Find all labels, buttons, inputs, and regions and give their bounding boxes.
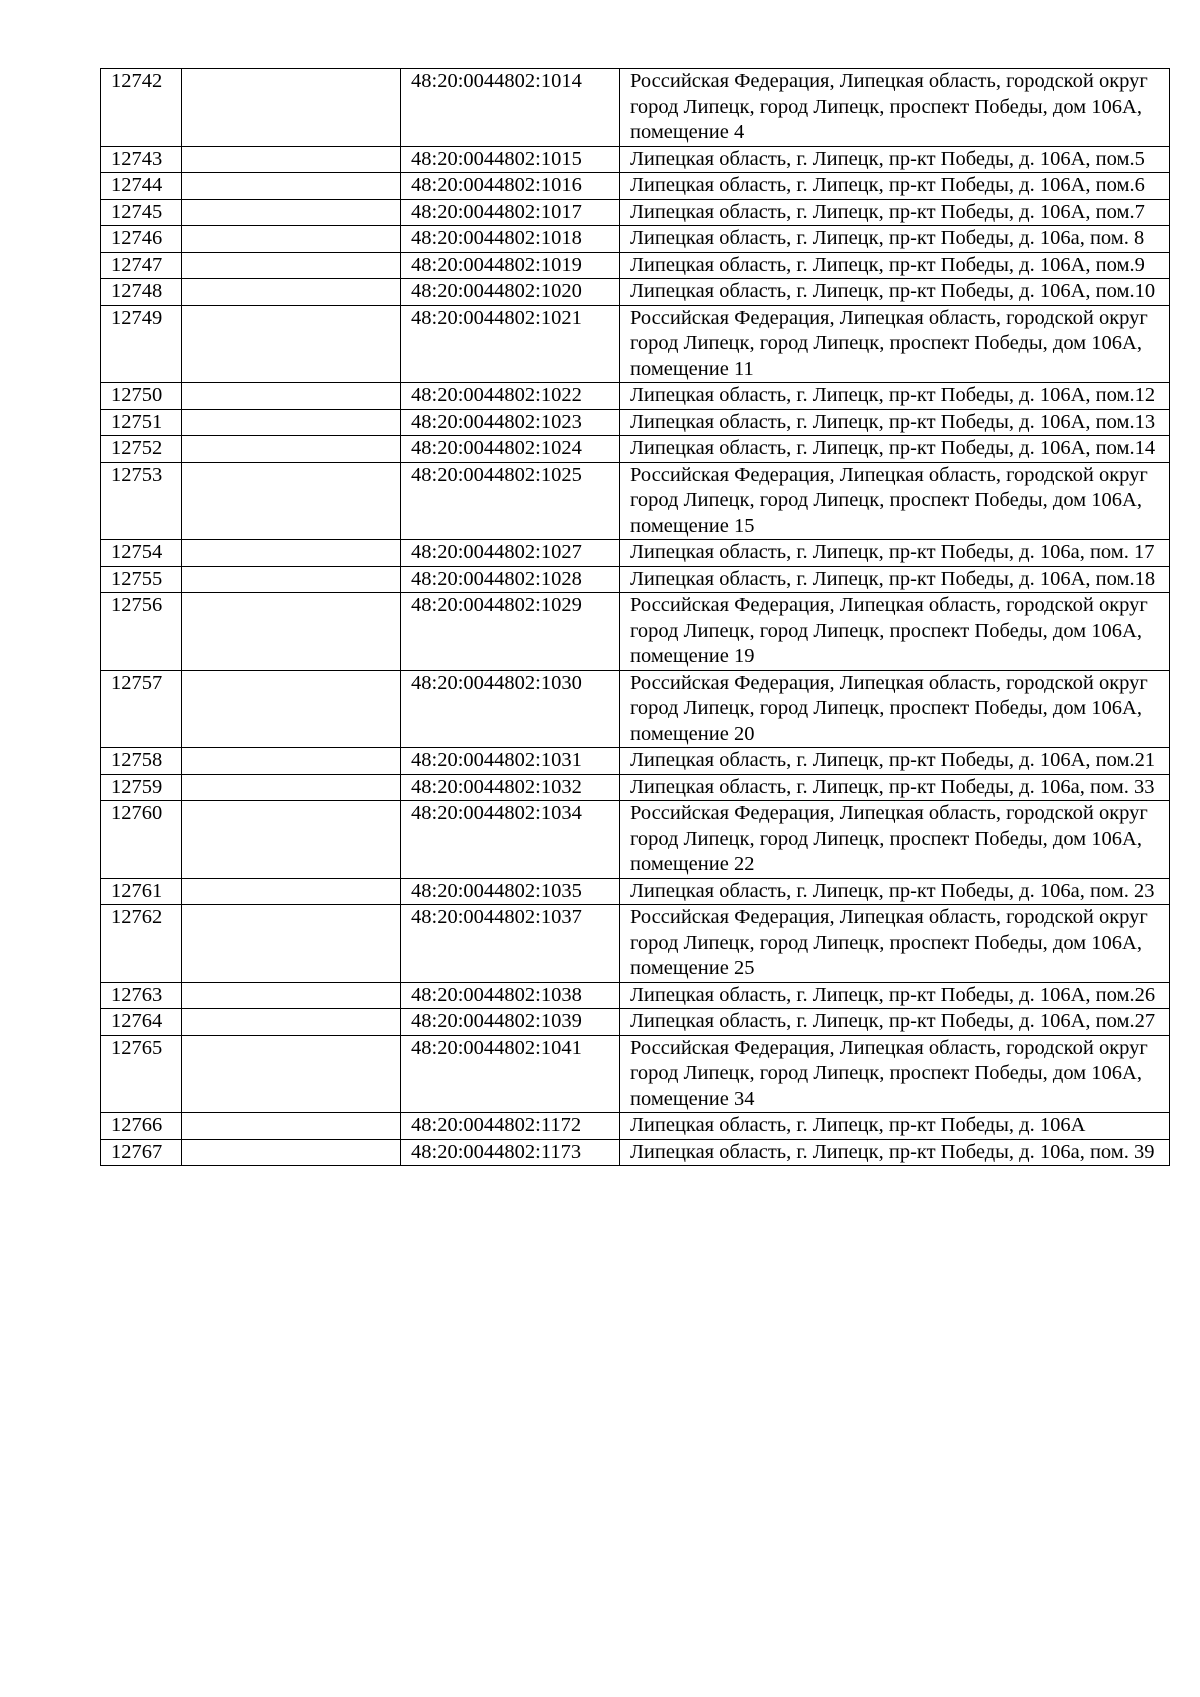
cadastral-number-cell: 48:20:0044802:1041 — [401, 1035, 620, 1113]
address-cell: Липецкая область, г. Липецк, пр-кт Победы, д. 106А, пом.13 — [620, 409, 1170, 436]
row-number-cell: 12750 — [101, 383, 182, 410]
empty-cell — [182, 462, 401, 540]
empty-cell — [182, 540, 401, 567]
table-row — [101, 462, 1170, 540]
empty-cell — [182, 878, 401, 905]
empty-cell — [182, 748, 401, 775]
cadastral-number-cell: 48:20:0044802:1027 — [401, 540, 620, 567]
row-number-cell: 12761 — [101, 878, 182, 905]
row-number-cell: 12763 — [101, 982, 182, 1009]
cadastral-number-cell: 48:20:0044802:1028 — [401, 566, 620, 593]
address-cell: Липецкая область, г. Липецк, пр-кт Победы, д. 106А, пом.5 — [620, 146, 1170, 173]
table-row — [101, 1035, 1170, 1113]
registry-table-body — [101, 69, 1170, 1166]
cadastral-number-cell: 48:20:0044802:1019 — [401, 252, 620, 279]
address-cell: Липецкая область, г. Липецк, пр-кт Победы, д. 106а, пом. 23 — [620, 878, 1170, 905]
cadastral-number-cell: 48:20:0044802:1032 — [401, 774, 620, 801]
empty-cell — [182, 383, 401, 410]
row-number-cell: 12743 — [101, 146, 182, 173]
address-cell: Липецкая область, г. Липецк, пр-кт Победы, д. 106А — [620, 1113, 1170, 1140]
row-number-cell: 12749 — [101, 305, 182, 383]
empty-cell — [182, 409, 401, 436]
empty-cell — [182, 226, 401, 253]
table-row — [101, 748, 1170, 775]
table-row — [101, 409, 1170, 436]
address-cell: Липецкая область, г. Липецк, пр-кт Победы, д. 106А, пом.9 — [620, 252, 1170, 279]
empty-cell — [182, 436, 401, 463]
cadastral-number-cell: 48:20:0044802:1031 — [401, 748, 620, 775]
table-row — [101, 146, 1170, 173]
row-number-cell: 12756 — [101, 593, 182, 671]
cadastral-number-cell: 48:20:0044802:1172 — [401, 1113, 620, 1140]
address-cell: Российская Федерация, Липецкая область, городской округ город Липецк, город Липецк, проспект Победы, дом 106А, помещение 19 — [620, 593, 1170, 671]
empty-cell — [182, 1139, 401, 1166]
table-row — [101, 226, 1170, 253]
address-cell: Липецкая область, г. Липецк, пр-кт Победы, д. 106а, пом. 8 — [620, 226, 1170, 253]
table-row — [101, 878, 1170, 905]
empty-cell — [182, 252, 401, 279]
cadastral-number-cell: 48:20:0044802:1022 — [401, 383, 620, 410]
empty-cell — [182, 146, 401, 173]
row-number-cell: 12757 — [101, 670, 182, 748]
row-number-cell: 12758 — [101, 748, 182, 775]
empty-cell — [182, 593, 401, 671]
table-row — [101, 1113, 1170, 1140]
address-cell: Липецкая область, г. Липецк, пр-кт Победы, д. 106А, пом.10 — [620, 279, 1170, 306]
empty-cell — [182, 1009, 401, 1036]
cadastral-number-cell: 48:20:0044802:1038 — [401, 982, 620, 1009]
cadastral-number-cell: 48:20:0044802:1034 — [401, 801, 620, 879]
row-number-cell: 12748 — [101, 279, 182, 306]
cadastral-number-cell: 48:20:0044802:1018 — [401, 226, 620, 253]
row-number-cell: 12751 — [101, 409, 182, 436]
cadastral-number-cell: 48:20:0044802:1025 — [401, 462, 620, 540]
cadastral-number-cell: 48:20:0044802:1035 — [401, 878, 620, 905]
table-row — [101, 383, 1170, 410]
address-cell: Липецкая область, г. Липецк, пр-кт Победы, д. 106А, пом.14 — [620, 436, 1170, 463]
empty-cell — [182, 982, 401, 1009]
row-number-cell: 12745 — [101, 199, 182, 226]
table-row — [101, 774, 1170, 801]
address-cell: Российская Федерация, Липецкая область, городской округ город Липецк, город Липецк, проспект Победы, дом 106А, помещение 20 — [620, 670, 1170, 748]
row-number-cell: 12762 — [101, 905, 182, 983]
table-row — [101, 69, 1170, 147]
row-number-cell: 12765 — [101, 1035, 182, 1113]
empty-cell — [182, 173, 401, 200]
table-row — [101, 252, 1170, 279]
row-number-cell: 12747 — [101, 252, 182, 279]
row-number-cell: 12760 — [101, 801, 182, 879]
empty-cell — [182, 69, 401, 147]
address-cell: Липецкая область, г. Липецк, пр-кт Победы, д. 106А, пом.21 — [620, 748, 1170, 775]
address-cell: Липецкая область, г. Липецк, пр-кт Победы, д. 106а, пом. 39 — [620, 1139, 1170, 1166]
row-number-cell: 12755 — [101, 566, 182, 593]
table-row — [101, 670, 1170, 748]
table-row — [101, 436, 1170, 463]
row-number-cell: 12764 — [101, 1009, 182, 1036]
cadastral-number-cell: 48:20:0044802:1014 — [401, 69, 620, 147]
empty-cell — [182, 905, 401, 983]
cadastral-number-cell: 48:20:0044802:1016 — [401, 173, 620, 200]
table-row — [101, 279, 1170, 306]
row-number-cell: 12746 — [101, 226, 182, 253]
table-row — [101, 905, 1170, 983]
row-number-cell: 12766 — [101, 1113, 182, 1140]
table-row — [101, 1009, 1170, 1036]
table-row — [101, 173, 1170, 200]
table-row — [101, 1139, 1170, 1166]
empty-cell — [182, 670, 401, 748]
empty-cell — [182, 566, 401, 593]
cadastral-number-cell: 48:20:0044802:1017 — [401, 199, 620, 226]
address-cell: Липецкая область, г. Липецк, пр-кт Победы, д. 106А, пом.12 — [620, 383, 1170, 410]
row-number-cell: 12744 — [101, 173, 182, 200]
empty-cell — [182, 1113, 401, 1140]
row-number-cell: 12742 — [101, 69, 182, 147]
row-number-cell: 12754 — [101, 540, 182, 567]
cadastral-number-cell: 48:20:0044802:1024 — [401, 436, 620, 463]
address-cell: Липецкая область, г. Липецк, пр-кт Победы, д. 106А, пом.7 — [620, 199, 1170, 226]
table-row — [101, 199, 1170, 226]
empty-cell — [182, 774, 401, 801]
cadastral-number-cell: 48:20:0044802:1023 — [401, 409, 620, 436]
table-row — [101, 305, 1170, 383]
empty-cell — [182, 279, 401, 306]
empty-cell — [182, 1035, 401, 1113]
address-cell: Российская Федерация, Липецкая область, городской округ город Липецк, город Липецк, проспект Победы, дом 106А, помещение 25 — [620, 905, 1170, 983]
cadastral-number-cell: 48:20:0044802:1020 — [401, 279, 620, 306]
address-cell: Липецкая область, г. Липецк, пр-кт Победы, д. 106А, пом.6 — [620, 173, 1170, 200]
table-row — [101, 593, 1170, 671]
table-row — [101, 540, 1170, 567]
cadastral-number-cell: 48:20:0044802:1173 — [401, 1139, 620, 1166]
cadastral-number-cell: 48:20:0044802:1021 — [401, 305, 620, 383]
cadastral-number-cell: 48:20:0044802:1037 — [401, 905, 620, 983]
address-cell: Липецкая область, г. Липецк, пр-кт Победы, д. 106А, пом.27 — [620, 1009, 1170, 1036]
row-number-cell: 12753 — [101, 462, 182, 540]
registry-table — [100, 68, 1170, 1166]
table-row — [101, 982, 1170, 1009]
cadastral-number-cell: 48:20:0044802:1029 — [401, 593, 620, 671]
row-number-cell: 12752 — [101, 436, 182, 463]
address-cell: Российская Федерация, Липецкая область, городской округ город Липецк, город Липецк, проспект Победы, дом 106А, помещение 11 — [620, 305, 1170, 383]
empty-cell — [182, 305, 401, 383]
table-row — [101, 566, 1170, 593]
address-cell: Российская Федерация, Липецкая область, городской округ город Липецк, город Липецк, проспект Победы, дом 106А, помещение 22 — [620, 801, 1170, 879]
row-number-cell: 12759 — [101, 774, 182, 801]
table-row — [101, 801, 1170, 879]
cadastral-number-cell: 48:20:0044802:1015 — [401, 146, 620, 173]
address-cell: Липецкая область, г. Липецк, пр-кт Победы, д. 106а, пом. 33 — [620, 774, 1170, 801]
address-cell: Российская Федерация, Липецкая область, городской округ город Липецк, город Липецк, проспект Победы, дом 106А, помещение 34 — [620, 1035, 1170, 1113]
row-number-cell: 12767 — [101, 1139, 182, 1166]
empty-cell — [182, 199, 401, 226]
address-cell: Липецкая область, г. Липецк, пр-кт Победы, д. 106а, пом. 17 — [620, 540, 1170, 567]
cadastral-number-cell: 48:20:0044802:1039 — [401, 1009, 620, 1036]
address-cell: Липецкая область, г. Липецк, пр-кт Победы, д. 106А, пом.18 — [620, 566, 1170, 593]
address-cell: Российская Федерация, Липецкая область, городской округ город Липецк, город Липецк, проспект Победы, дом 106А, помещение 15 — [620, 462, 1170, 540]
empty-cell — [182, 801, 401, 879]
address-cell: Российская Федерация, Липецкая область, городской округ город Липецк, город Липецк, проспект Победы, дом 106А, помещение 4 — [620, 69, 1170, 147]
address-cell: Липецкая область, г. Липецк, пр-кт Победы, д. 106А, пом.26 — [620, 982, 1170, 1009]
cadastral-number-cell: 48:20:0044802:1030 — [401, 670, 620, 748]
